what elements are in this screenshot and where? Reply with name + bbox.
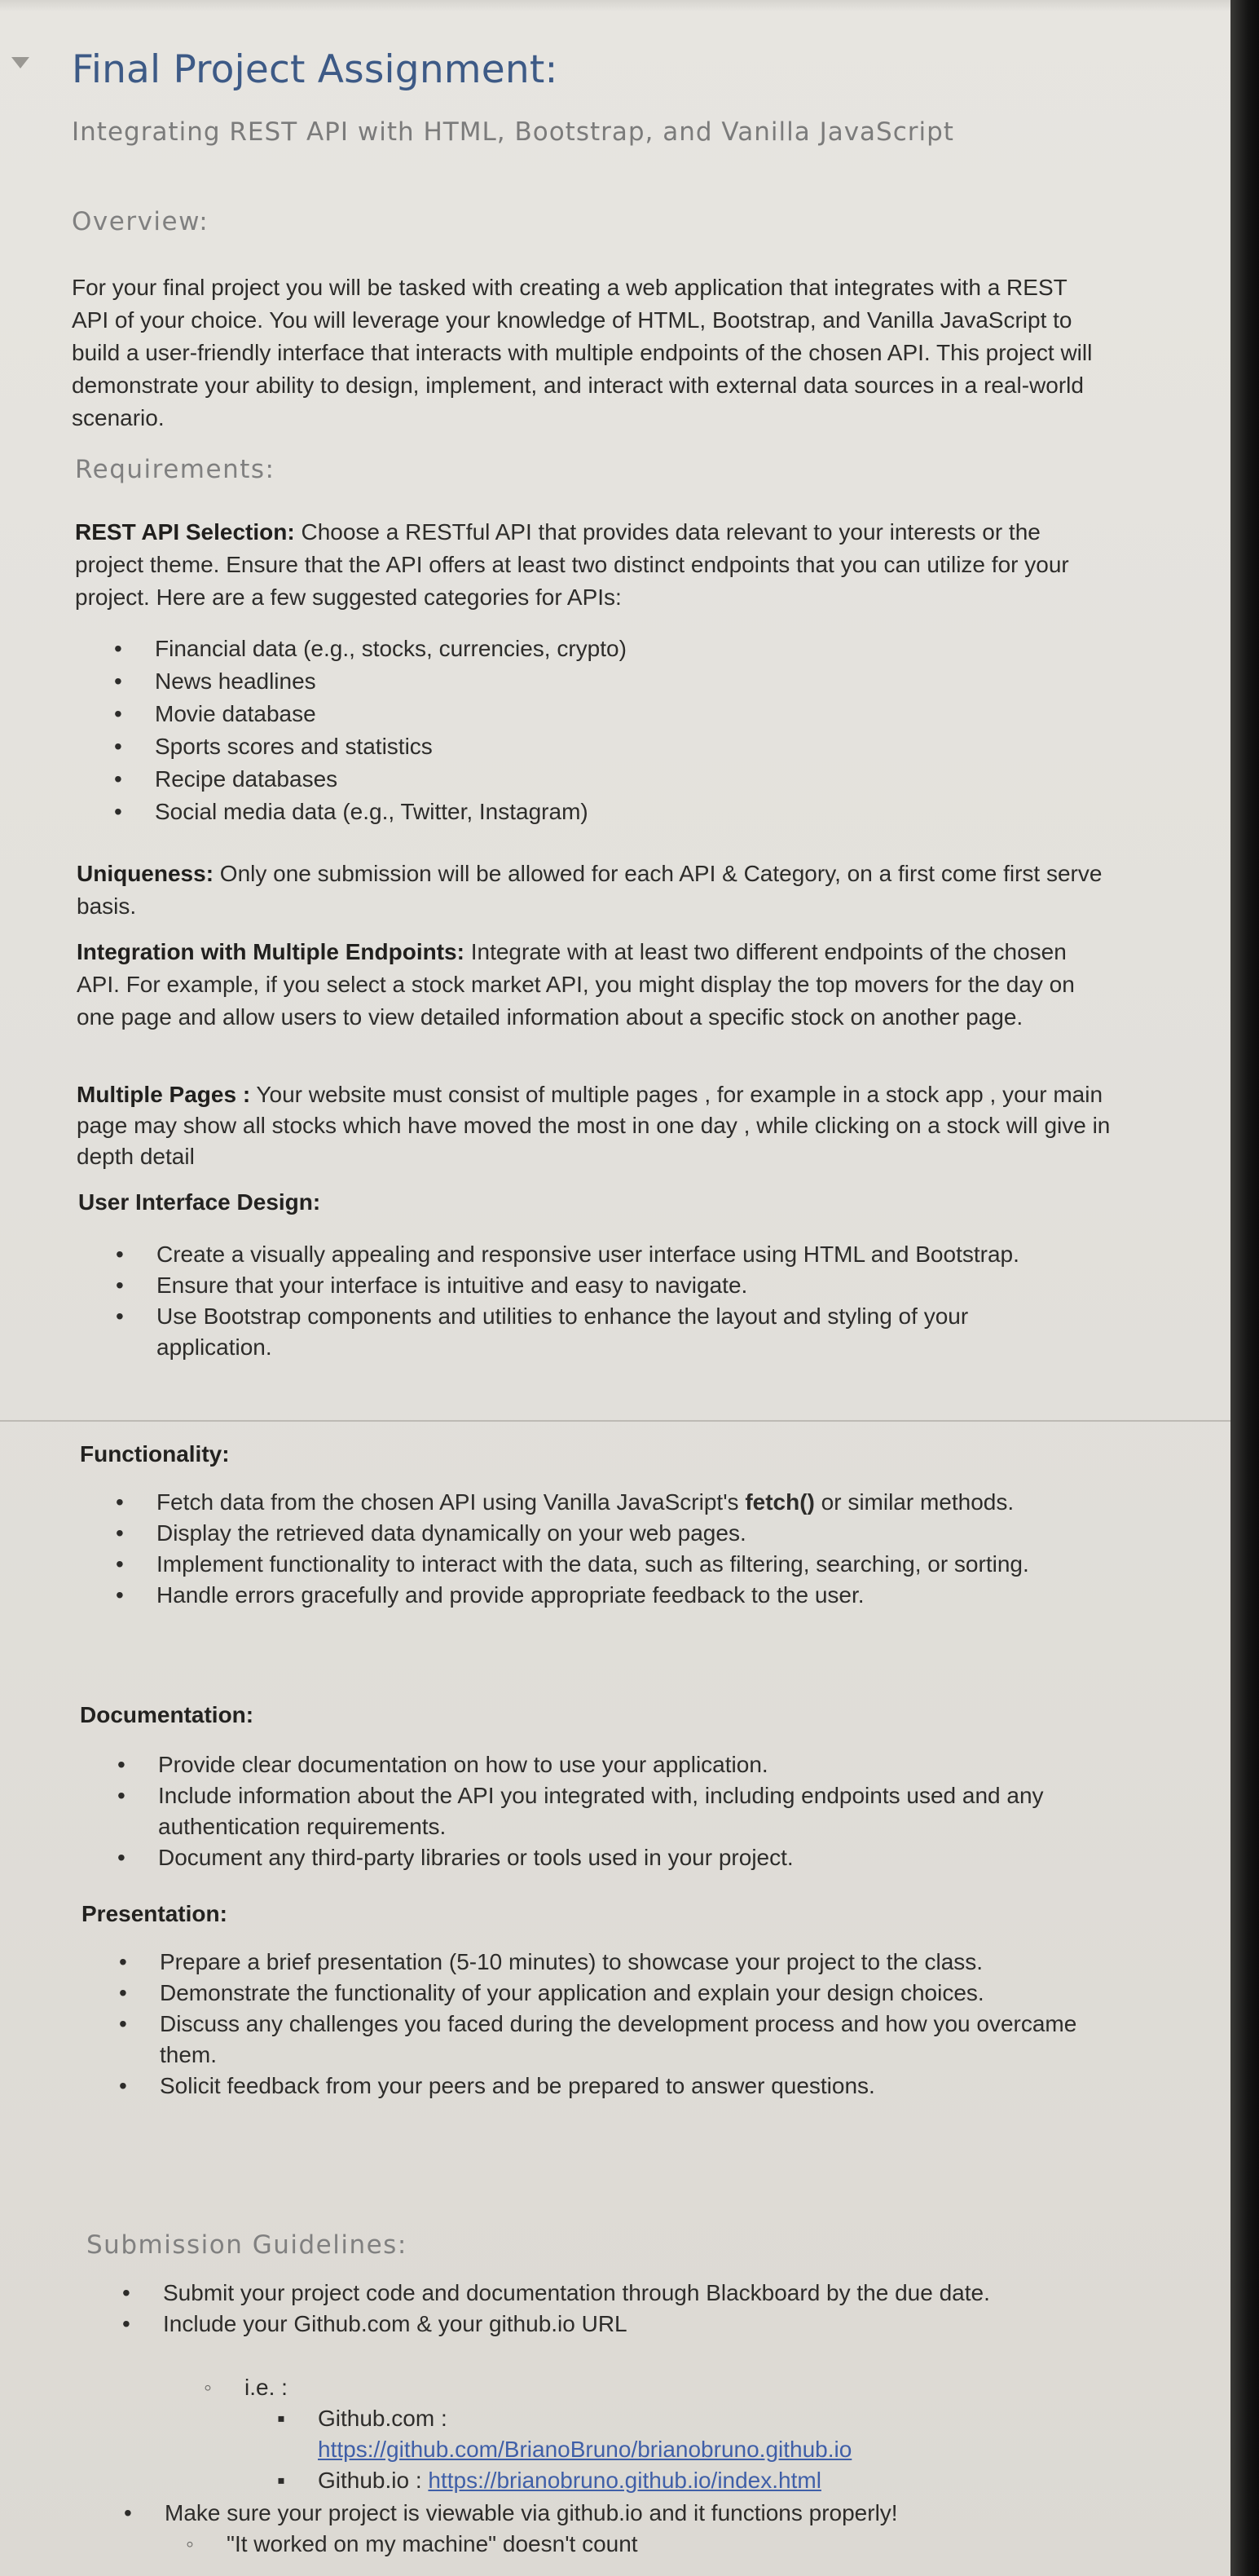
list-item: • Discuss any challenges you faced during the development process and how you overcame them. (119, 2009, 1089, 2071)
githubio-label: Github.io : (318, 2468, 429, 2493)
list-item: • Sports scores and statistics (114, 730, 1084, 763)
github-link[interactable]: https://github.com/BrianoBruno/brianobruno.github.io (318, 2437, 852, 2462)
fetch-item-post: or similar methods. (814, 1489, 1015, 1515)
submission-urls-list (277, 2403, 1010, 2496)
ui-design-list (116, 1239, 1085, 1363)
ui-design-heading: User Interface Design: (78, 1189, 321, 1215)
fetch-code: fetch() (745, 1489, 815, 1515)
multiple-pages-text: Your website must consist of multiple pages , for example in a stock app , your main page may show all stocks which have moved the most in one day , while clicking on a stock will give in depth detail (77, 1082, 1111, 1169)
list-item: ◦ i.e. : (204, 2372, 937, 2403)
rest-api-selection-label: REST API Selection: (75, 519, 295, 545)
submission-note-list (186, 2529, 919, 2560)
documentation-list (117, 1749, 1087, 1873)
list-item: ◦ "It worked on my machine" doesn't count (186, 2529, 919, 2560)
integration-text: Integrate with at least two different endpoints of the chosen API. For example, if you select a stock market API, you might display the top movers for the day on one page and allow users to view detailed information about a specific stock on another page. (77, 939, 1075, 1030)
list-item: • News headlines (114, 665, 1084, 698)
list-item: • Demonstrate the functionality of your application and explain your design choices. (119, 1978, 1089, 2009)
list-item: • Solicit feedback from your peers and be prepared to answer questions. (119, 2071, 1089, 2102)
uniqueness-label: Uniqueness: (77, 861, 214, 886)
overview-heading: Overview: (72, 207, 209, 236)
list-item: • Recipe databases (114, 763, 1084, 796)
list-item (277, 2403, 1010, 2465)
requirements-heading: Requirements: (75, 455, 275, 484)
list-item: • Use Bootstrap components and utilities to enhance the layout and styling of your application. (116, 1301, 1085, 1363)
uniqueness-text: Only one submission will be allowed for each API & Category, on a first come first serve basis. (77, 861, 1103, 919)
top-shadow (0, 0, 1230, 11)
page-title: Final Project Assignment: (72, 47, 558, 92)
list-item: • Prepare a brief presentation (5-10 minutes) to showcase your project to the class. (119, 1947, 1089, 1978)
documentation-heading: Documentation: (80, 1702, 254, 1727)
submission-heading: Submission Guidelines: (86, 2230, 407, 2260)
list-item: • Movie database (114, 698, 1084, 730)
submission-list-continued (124, 2498, 1061, 2529)
list-item: • Provide clear documentation on how to use your application. (117, 1749, 1087, 1780)
github-label: Github.com : (318, 2406, 447, 2431)
multiple-pages-paragraph (77, 1079, 1112, 1172)
list-item: • Financial data (e.g., stocks, currencies, crypto) (114, 633, 1084, 665)
submission-example-list (204, 2372, 937, 2403)
subtitle: Integrating REST API with HTML, Bootstrap, and Vanilla JavaScript (72, 117, 954, 147)
list-item: • Include your Github.com & your github.io URL (122, 2309, 1059, 2340)
list-item: • Implement functionality to interact with the data, such as filtering, searching, or sorting. (116, 1549, 1085, 1580)
list-item (277, 2465, 1010, 2496)
fetch-item-pre: Fetch data from the chosen API using Vanilla JavaScript's (156, 1489, 746, 1515)
list-item: • Social media data (e.g., Twitter, Instagram) (114, 796, 1084, 828)
functionality-list (116, 1487, 1085, 1611)
list-item (116, 1487, 1085, 1518)
integration-label: Integration with Multiple Endpoints: (77, 939, 464, 964)
rest-api-selection-text: Choose a RESTful API that provides data relevant to your interests or the project theme. Ensure that the API offers at least two distinct endpoints that you can utilize for your project. Here are a few suggested categories for APIs: (75, 519, 1069, 610)
api-categories-list (114, 633, 1084, 828)
integration-paragraph (77, 936, 1112, 1034)
uniqueness-paragraph (77, 858, 1112, 923)
list-item: • Handle errors gracefully and provide appropriate feedback to the user. (116, 1580, 1085, 1611)
list-item: • Ensure that your interface is intuitive and easy to navigate. (116, 1270, 1085, 1301)
presentation-heading: Presentation: (81, 1901, 227, 1926)
page-break-divider (0, 1420, 1230, 1422)
presentation-list (119, 1947, 1089, 2102)
githubio-link[interactable]: https://brianobruno.github.io/index.html (428, 2468, 821, 2493)
overview-text: For your final project you will be tasked with creating a web application that integrates with a REST API of your choice. You will leverage your knowledge of HTML, Bootstrap, and Vanilla JavaScript to build a user-friendly interface that interacts with multiple endpoints of the chosen API. This project will demonstrate your ability to design, implement, and interact with external data sources in a real-world scenario. (72, 275, 1093, 430)
list-item: • Display the retrieved data dynamically on your web pages. (116, 1518, 1085, 1549)
multiple-pages-label: Multiple Pages : (77, 1082, 251, 1107)
list-item: • Document any third-party libraries or tools used in your project. (117, 1842, 1087, 1873)
collapse-triangle-icon[interactable] (11, 57, 29, 68)
submission-list (122, 2278, 1059, 2340)
functionality-heading: Functionality: (80, 1441, 230, 1467)
list-item: • Create a visually appealing and responsive user interface using HTML and Bootstrap. (116, 1239, 1085, 1270)
screen-edge (1230, 0, 1259, 2576)
list-item: • Submit your project code and documentation through Blackboard by the due date. (122, 2278, 1059, 2309)
list-item: • Include information about the API you integrated with, including endpoints used and any authentication requirements. (117, 1780, 1087, 1842)
list-item: • Make sure your project is viewable via github.io and it functions properly! (124, 2498, 1061, 2529)
rest-api-selection-paragraph (75, 516, 1110, 614)
